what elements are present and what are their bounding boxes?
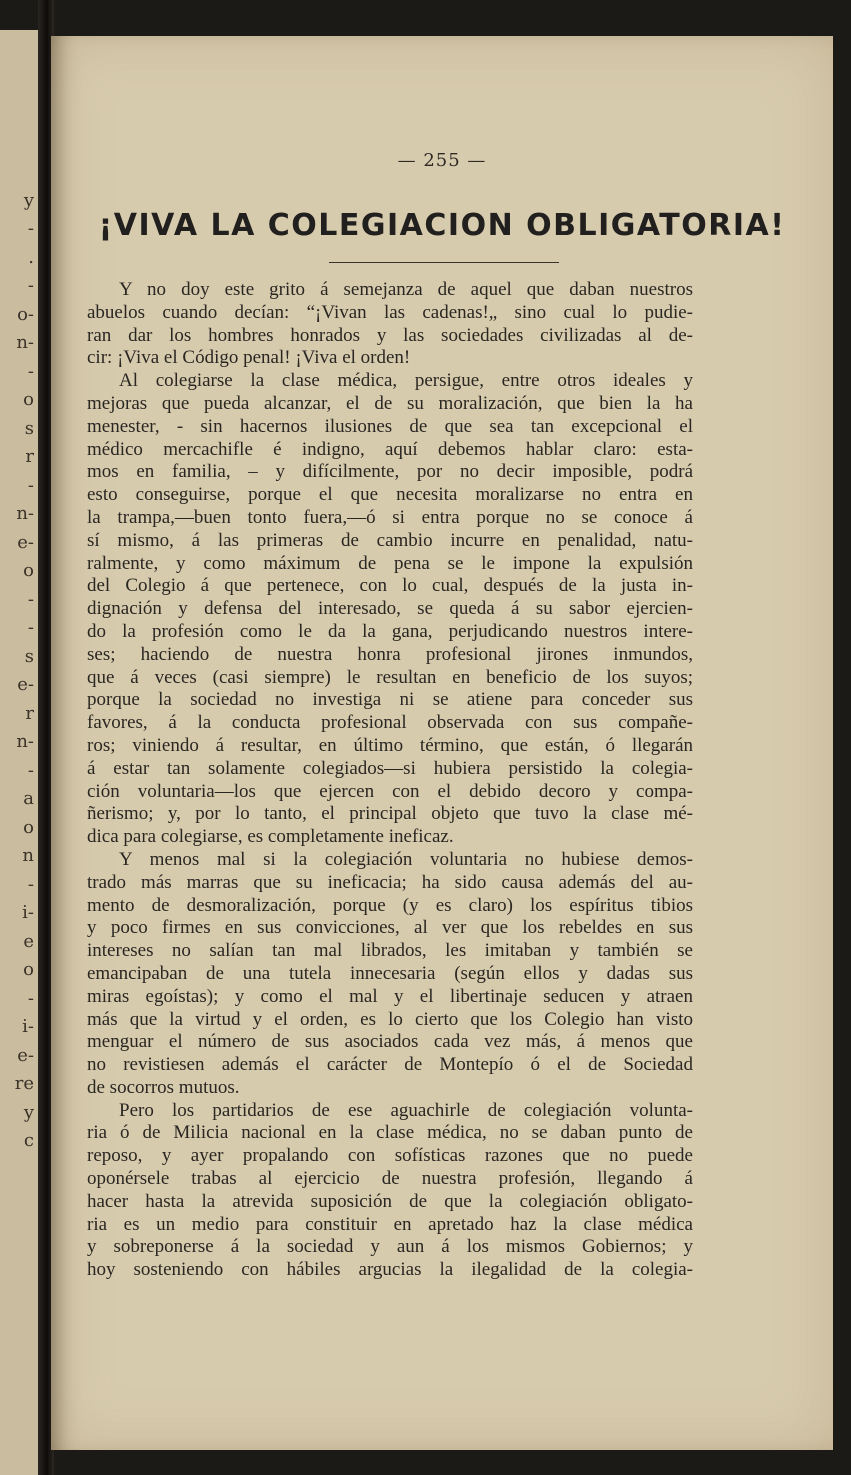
title-underline (329, 262, 559, 263)
text-line: ralmente, y como máximum de pena se le impone la expulsión (87, 552, 693, 574)
left-page-edge (0, 30, 42, 1475)
left-page-fragment: o- (17, 303, 34, 325)
left-page-fragment: i- (22, 1016, 34, 1038)
text-line: intereses no salían tan mal librados, les imitaban y también se (87, 940, 693, 962)
text-line: ción voluntaria—los que ejercen con el debido decoro y compa- (87, 780, 693, 802)
left-page-fragment: e (23, 930, 34, 952)
text-line: mento de desmoralización, porque (y es claro) los espíritus tibios (87, 894, 693, 916)
text-line: la trampa,—buen tonto fuera,—ó si entra porque no se conoce á (87, 506, 693, 528)
text-line: ros; viniendo á resultar, en último término, que están, ó llegarán (87, 734, 693, 756)
text-line: más que la virtud y el orden, es lo cierto que los Colegio han visto (87, 1008, 693, 1030)
left-page-fragment: - (27, 617, 34, 639)
text-line: Y no doy este grito á semejanza de aquel que daban nuestros (119, 279, 693, 300)
text-line: sí mismo, á las primeras de cambio incurre en penalidad, natu- (87, 529, 693, 551)
text-line: dignación y defensa del interesado, se queda á su sabor ejercien- (87, 598, 693, 620)
page-number: — 255 — (397, 150, 487, 171)
left-page-fragment: c (23, 1130, 34, 1151)
left-page-fragment: - (27, 588, 34, 610)
text-line: ria es un medio para constituir en apretado haz la clase médica (87, 1213, 693, 1235)
text-line: porque la sociedad no investiga ni se atiene para conceder sus (87, 689, 693, 711)
text-line: y sobreponerse á la sociedad y aun á los mismos Gobiernos; y (87, 1236, 693, 1258)
left-page-fragment: o (23, 389, 34, 411)
left-page-fragment: a (23, 788, 34, 810)
left-page-fragment: n- (16, 503, 34, 525)
left-page-fragment: n (22, 845, 34, 867)
left-page-fragment: s (24, 417, 34, 439)
left-page-fragment: - (27, 360, 34, 382)
left-page-fragment: s (24, 645, 34, 667)
left-page-fragment: o (23, 816, 34, 838)
text-line: Pero los partidarios de ese aguachirle de colegiación volunta- (119, 1099, 693, 1121)
text-line: abuelos cuando decían: “¡Vivan las cadenas!„ sino cual lo pudie- (87, 301, 693, 323)
left-page-fragment: e- (17, 531, 34, 553)
text-line: médico mercachifle é indigno, aquí debemos hablar claro: esta- (87, 438, 693, 460)
text-line: oponérsele trabas al ejercicio de nuestra profesión, llegando á (87, 1168, 693, 1190)
left-page-fragment: . (28, 246, 34, 268)
text-line: de socorros mutuos. (87, 1076, 240, 1098)
left-page-fragment: n- (16, 731, 34, 753)
text-line: cir: ¡Viva el Código penal! ¡Viva el orden! (87, 347, 411, 369)
left-page-fragment: n- (16, 332, 34, 354)
text-line: que á veces (casi siempre) le resultan en beneficio de los suyos; (87, 666, 693, 688)
article-title: ¡VIVA LA COLEGIACION OBLIGATORIA! (98, 208, 786, 243)
left-page-fragment: - (27, 873, 34, 895)
text-line: ñerismo; y, por lo tanto, el principal objeto que tuvo la clase mé- (87, 803, 693, 825)
left-page-fragment: - (27, 275, 34, 297)
right-page (51, 36, 833, 1450)
text-line: no revistiesen además el carácter de Montepío ó el de Sociedad (87, 1054, 693, 1076)
text-line: ria ó de Milicia nacional en la clase médica, no se daban punto de (87, 1122, 693, 1144)
left-page-fragment: y (23, 190, 34, 211)
text-line: menguar el número de sus asociados cada vez más, á menos que (87, 1031, 693, 1053)
article-body (87, 279, 693, 1282)
left-page-fragment: e- (17, 1044, 34, 1066)
left-page-fragment: - (27, 987, 34, 1009)
text-line: á estar tan solamente colegiados—si hubiera persistido la colegia- (87, 757, 693, 779)
text-line: do la profesión como le da la gana, perjudicando nuestros intere- (87, 620, 693, 642)
left-page-fragment: re (14, 1073, 34, 1095)
text-line: Al colegiarse la clase médica, persigue, entre otros ideales y (119, 370, 693, 392)
text-line: miras egoístas); y como el mal y el libertinaje seducen y atraen (87, 985, 693, 1007)
left-page-fragment: e- (17, 674, 34, 696)
text-line: mos en familia, – y difícilmente, por no decir imposible, podrá (87, 461, 693, 483)
text-line: menester, - sin hacernos ilusiones de que sea tan excepcional el (87, 415, 693, 437)
text-line: ses; haciendo de nuestra honra profesional jirones inmundos, (87, 643, 693, 665)
text-line: hoy sosteniendo con hábiles argucias la ilegalidad de la colegia- (87, 1259, 693, 1281)
text-line: del Colegio á que pertenece, con lo cual, después de la justa in- (87, 575, 693, 597)
text-line: ran dar los hombres honrados y las sociedades civilizadas al de- (87, 324, 693, 346)
text-line: dica para colegiarse, es completamente ineficaz. (87, 826, 454, 848)
text-line: emancipaban de una tutela innecesaria (según ellos y dadas sus (87, 962, 693, 984)
left-page-fragment: r (25, 446, 34, 468)
left-page-fragment: i- (22, 902, 34, 924)
text-line: trado más marras que su ineficacia; ha sido causa además del au- (87, 871, 693, 893)
left-page-fragment: - (27, 474, 34, 496)
left-page-fragment: o (23, 560, 34, 582)
text-line: Y menos mal si la colegiación voluntaria no hubiese demos- (119, 848, 693, 870)
left-page-fragment: r (25, 702, 34, 724)
left-page-fragment: - (27, 218, 34, 240)
text-line: mejoras que pueda alcanzar, el de su moralización, que bien la ha (87, 392, 693, 414)
left-page-fragment: o (23, 959, 34, 981)
text-line: reposo, y ayer propalando con sofísticas razones que no puede (87, 1145, 693, 1167)
text-line: y poco firmes en sus convicciones, al ver que los rebeldes en sus (87, 917, 693, 939)
text-line: hacer hasta la atrevida suposición de que la colegiación obligato- (87, 1190, 693, 1212)
left-page-fragment: y (23, 1101, 34, 1123)
text-line: esto conseguirse, porque el que necesita moralizarse no entra en (87, 484, 693, 506)
left-page-fragment: - (27, 759, 34, 781)
text-line: favores, á la conducta profesional observada con sus compañe- (87, 712, 693, 734)
